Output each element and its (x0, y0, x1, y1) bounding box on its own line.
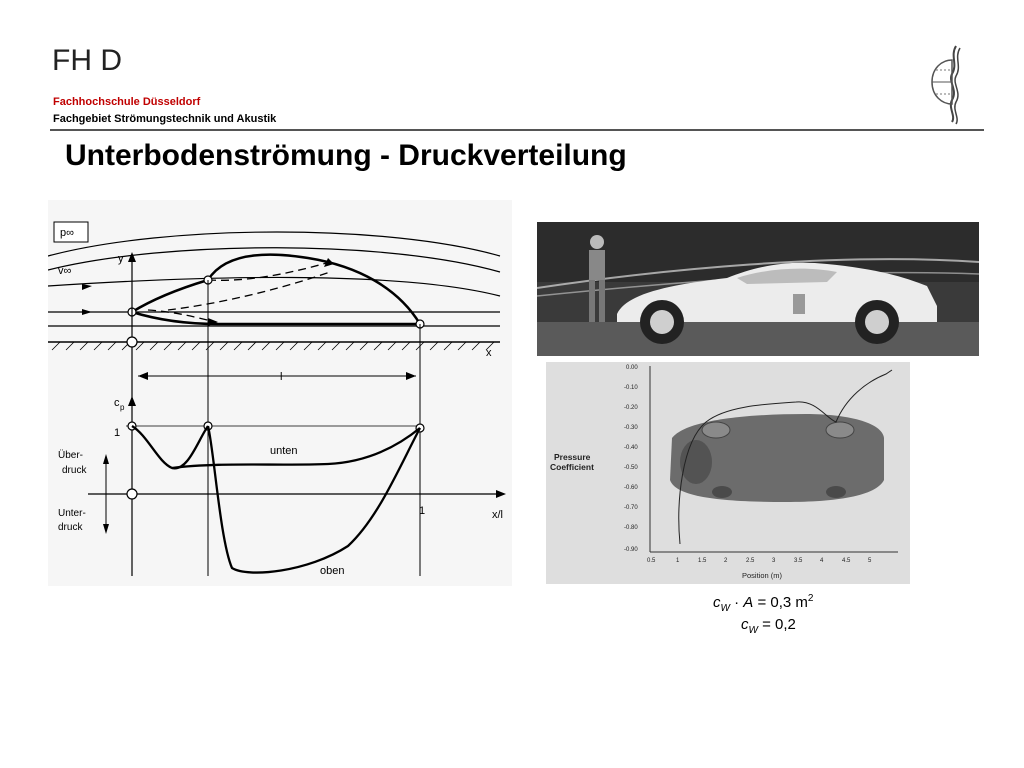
department-name: Fachgebiet Strömungstechnik und Akustik (53, 113, 277, 125)
header-divider (50, 129, 984, 131)
ytick-9: -0.90 (624, 547, 638, 553)
ytick-2: -0.20 (624, 405, 638, 411)
length-label: l (280, 371, 283, 383)
plot-legend-2: Coefficient (550, 462, 594, 472)
xtick-0: 0.5 (647, 558, 656, 564)
plot-xlabel: Position (m) (742, 571, 783, 580)
v-inf-label: v∞ (58, 265, 72, 277)
ueberdruck-label-2: druck (62, 465, 87, 476)
xtick-1: 1 (676, 558, 680, 564)
xtick-6: 3.5 (794, 558, 803, 564)
school-name: Fachhochschule Düsseldorf (53, 96, 201, 108)
pressure-coefficient-plot (546, 362, 910, 584)
ytick-3: -0.30 (624, 425, 638, 431)
unten-label: unten (270, 445, 298, 457)
cw-times-area: $c_W \cdot A = 0,3$ $m^2$ (713, 593, 814, 614)
unterdruck-label-1: Unter- (58, 508, 86, 519)
page-title: Unterbodenströmung - Druckverteilung (65, 139, 627, 172)
underbody-flow-diagram (48, 200, 512, 586)
ytick-4: -0.40 (624, 445, 638, 451)
xtick-5: 3 (772, 558, 776, 564)
university-emblem (920, 42, 972, 126)
cp-axis-label: c (114, 397, 120, 409)
xtick-3: 2 (724, 558, 728, 564)
fhd-logo: FH D (52, 44, 122, 77)
ytick-7: -0.70 (624, 505, 638, 511)
ytick-6: -0.60 (624, 485, 638, 491)
cp-axis-sub: p (120, 403, 125, 412)
oben-label: oben (320, 565, 345, 577)
xtick-2: 1.5 (698, 558, 707, 564)
xtick-8: 4.5 (842, 558, 851, 564)
ytick-8: -0.80 (624, 525, 638, 531)
ytick-5: -0.50 (624, 465, 638, 471)
xl-one-label: 1 (419, 505, 426, 517)
ytick-0: 0.00 (626, 365, 638, 371)
cw-value: $c_W = 0,2$ (741, 616, 796, 636)
x-axis-label: x (486, 347, 492, 359)
y-axis-label: y (118, 253, 124, 265)
plot-legend-1: Pressure (554, 452, 591, 462)
ueberdruck-label-1: Über- (58, 450, 84, 461)
xtick-4: 2.5 (746, 558, 755, 564)
cp-one-label: 1 (114, 427, 121, 439)
xtick-9: 5 (868, 558, 872, 564)
xtick-7: 4 (820, 558, 824, 564)
xl-axis-label: x/l (492, 509, 503, 521)
p-inf-label: p∞ (60, 227, 74, 239)
unterdruck-label-2: druck (58, 522, 83, 533)
ytick-1: -0.10 (624, 385, 638, 391)
wind-tunnel-photo (537, 222, 979, 356)
